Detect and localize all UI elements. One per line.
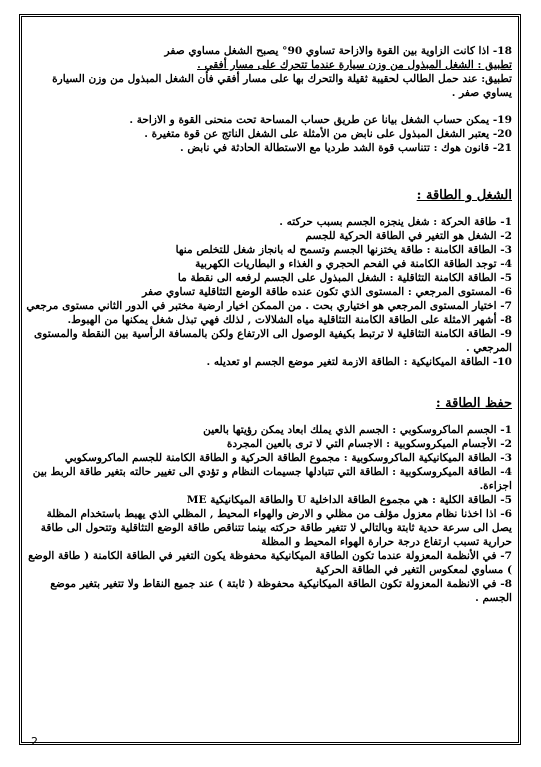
- list-item: 4- الطاقة الميكروسكوبية : الطاقة التي تتبادلها جسيمات النظام و تؤدي الى تغيير حالته بتغير طاقة الربط بين اجزاءة.: [32, 466, 512, 492]
- list-item: 9- الطاقة الكامنة التثاقلية لا ترتبط بكيفية الوصول الى الارتفاع ولكن بالمسافة الرأسية بين النقطة والمستوى المرجعي .: [33, 328, 512, 354]
- list-item: 2- الشغل هو التغير في الطاقة الحركية للجسم: [305, 230, 512, 242]
- item-19: 19- يمكن حساب الشغل بيانا عن طريق حساب المساحة تحت منحنى القوة و الازاحة .: [129, 114, 512, 126]
- application-2: تطبيق: عند حمل الطالب لحقيبة ثقيلة والتحرك بها على مسار أفقي فأن الشغل المبذول من وزن السيارة يساوي صفر .: [52, 73, 512, 99]
- application-1: تطبيق : الشغل المبذول من وزن سيارة عندما تتحرك على مسار أفقي .: [197, 59, 512, 71]
- list-item: 8- أشهر الامثلة على الطاقة الكامنة التثاقلية مياه الشلالات , لذلك فهي تبذل شغل يمكنها من الهبوط.: [67, 314, 512, 326]
- list-item: 5- الطاقة الكامنة التثاقلية : الشغل المبذول على الجسم لرفعه الى نقطة ما: [177, 272, 512, 284]
- item-18: 18- اذا كانت الزاوية بين القوة والازاحة تساوي 90° يصبح الشغل مساوي صفر: [164, 45, 512, 57]
- list-item: 1- الجسم الماكروسكوبي : الجسم الذي يملك ابعاد يمكن رؤيتها بالعين: [203, 424, 512, 436]
- section-heading-conservation: حفظ الطاقة :: [435, 396, 512, 411]
- list-item: 3- الطاقة الميكانيكية الماكروسكوبية : مجموع الطاقة الحركية و الطاقة الكامنة للجسم الماكروسكوبي: [64, 452, 512, 464]
- list-item: 7- في الأنظمة المعزولة عندما تكون الطاقة الميكانيكية محفوظة يكون التغير في الطاقة الكامنة ( طاقة الوضع ) مساوي لمعكوس التغير في الطاقة الحركية: [28, 550, 512, 576]
- list-item: 6- اذا اخذنا نظام معزول مؤلف من مظلي و الارض والهواء المحيط , المظلي الذي يهبط باستخدام المظلة يصل الى سرعة حدية ثابتة وبالتالي لا تتغير طاقة حركته بينما تتناقص طاقة الوضع التثاقلية وتتحول الى طاقة حرارية تسبب ارتفاع درجة حرارة الهواء المحيط و المظلة: [40, 508, 512, 548]
- page-number: 2: [31, 735, 38, 748]
- list-item: 8- في الانظمة المعزولة تكون الطاقة الميكانيكية محفوظة ( ثابتة ) عند جميع النقاط ولا تتغير بتغير موضع الجسم .: [50, 578, 512, 604]
- list-item: 3- الطاقة الكامنة : طاقة يختزنها الجسم وتسمح له بانجاز شغل للتخلص منها: [175, 244, 512, 256]
- list-item: 7- اختيار المستوى المرجعي هو اختياري بحت . من الممكن اخيار ارضية مختبر في الدور الثاني مستوى مرجعي: [26, 300, 512, 312]
- list-item: 2- الأجسام الميكروسكوبية : الاجسام التي لا ترى بالعين المجردة: [226, 438, 512, 450]
- item-21: 21- قانون هوك : تتناسب قوة الشد طرديا مع الاستطالة الحادثة في نابض .: [179, 142, 512, 154]
- list-item: 1- طاقة الحركة : شغل ينجزه الجسم بسبب حركته .: [279, 216, 512, 228]
- section-heading-work-energy: الشغل و الطاقة :: [416, 188, 512, 203]
- list-item: 5- الطاقة الكلية : هي مجموع الطاقة الداخلية U والطاقة الميكانيكية ME: [186, 494, 512, 506]
- item-20: 20- يعتبر الشغل المبذول على نابض من الأمثلة على الشغل الناتج عن قوة متغيرة .: [144, 128, 512, 140]
- page-content: [26, 44, 512, 605]
- list-item: 4- توجد الطاقة الكامنة في الفحم الحجري و الغذاء و البطاريات الكهربية: [195, 258, 512, 270]
- list-item: 10- الطاقة الميكانيكية : الطاقة الازمة لتغير موضع الجسم او تعديله .: [206, 356, 512, 368]
- list-item: 6- المستوى المرجعي : المستوى الذي تكون عنده طاقة الوضع التثاقلية تساوي صفر: [142, 286, 512, 298]
